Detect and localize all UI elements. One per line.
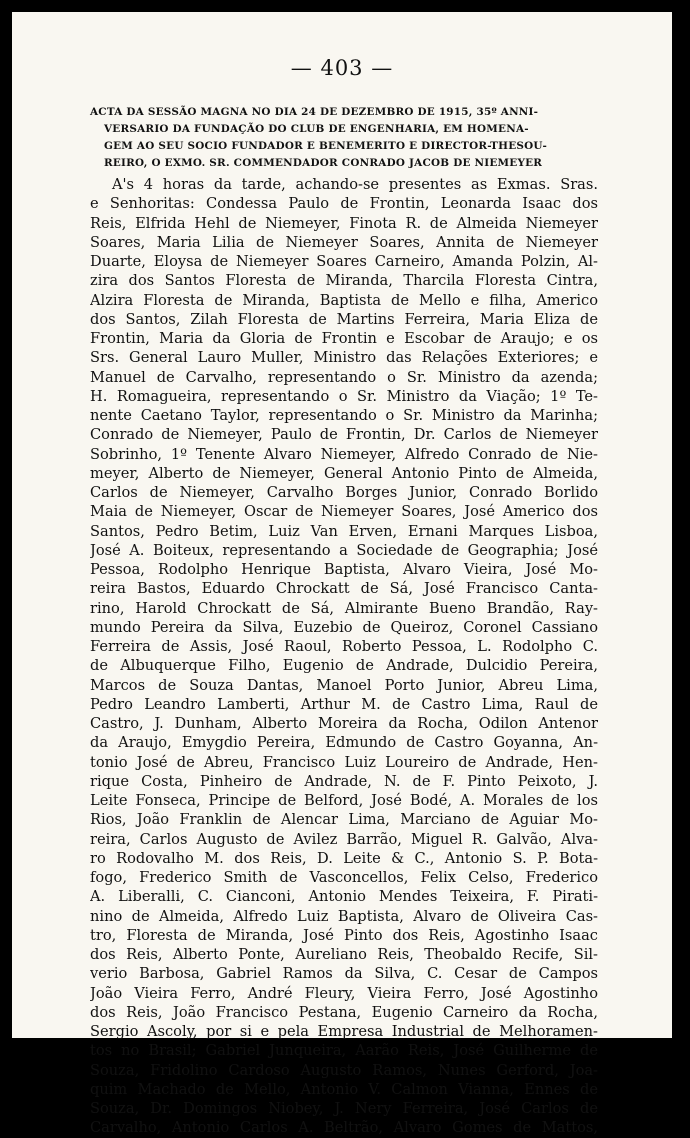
body-line: Alzira Floresta de Miranda, Baptista de Mello e filha, Americo bbox=[90, 291, 598, 309]
body-line: A. Liberalli, C. Cianconi, Antonio Mendes Teixeira, F. Pirati- bbox=[90, 888, 598, 906]
body-line: Maia de Niemeyer, Oscar de Niemeyer Soares, José Americo dos bbox=[90, 503, 598, 521]
body-line: rique Costa, Pinheiro de Andrade, N. de F. Pinto Peixoto, J. bbox=[90, 772, 598, 790]
body-line: Reis, Elfrida Hehl de Niemeyer, Finota R. de Almeida Niemeyer bbox=[90, 214, 598, 232]
body-line: nente Caetano Taylor, representando o Sr. Ministro da Marinha; bbox=[90, 407, 598, 424]
heading-line: GEM AO SEU SOCIO FUNDADOR E BENEMERITO E DIRECTOR-THESOU- bbox=[104, 140, 548, 152]
body-line: H. Romagueira, representando o Sr. Ministro da Viação; 1º Te- bbox=[90, 387, 598, 405]
body-line: Pessoa, Rodolpho Henrique Baptista, Alvaro Vieira, José Mo- bbox=[90, 561, 598, 578]
body-line: Marcos de Souza Dantas, Manoel Porto Junior, Abreu Lima, bbox=[90, 676, 598, 694]
body-line: ro Rodovalho M. dos Reis, D. Leite & C., Antonio S. P. Bota- bbox=[90, 849, 598, 867]
document-page bbox=[12, 12, 672, 1137]
body-line: Carvalho, Antonio Carlos A. Beltrão, Alvaro Gomes de Mattos, bbox=[90, 1119, 598, 1137]
body-line: dos Santos, Zilah Floresta de Martins Ferreira, Maria Eliza de bbox=[90, 310, 598, 328]
body-line: José A. Boiteux, representando a Sociedade de Geographia; José bbox=[90, 541, 598, 559]
heading-line: VERSARIO DA FUNDAÇÃO DO CLUB DE ENGENHARIA, EM HOMENA- bbox=[104, 123, 529, 135]
body-line: verio Barbosa, Gabriel Ramos da Silva, C. Cesar de Campos bbox=[90, 965, 598, 983]
body-line: Castro, J. Dunham, Alberto Moreira da Rocha, Odilon Antenor bbox=[90, 715, 598, 732]
body-line: zira dos Santos Floresta de Miranda, Tharcila Floresta Cintra, bbox=[90, 272, 598, 290]
body-line: rino, Harold Chrockatt de Sá, Almirante Bueno Brandão, Ray- bbox=[90, 599, 598, 617]
body-line: Leite Fonseca, Principe de Belford, José Bodé, A. Morales de los bbox=[90, 792, 598, 809]
minutes-heading bbox=[90, 104, 598, 172]
body-line: de Albuquerque Filho, Eugenio de Andrade, Dulcidio Pereira, bbox=[90, 657, 598, 675]
minutes-body-text bbox=[90, 175, 598, 1138]
body-line: quim Machado de Mello, Antonio V. Calmon Vianna, Ennes de bbox=[90, 1080, 598, 1098]
body-line: Souza, Fridolino Cardoso Augusto Ramos, Nunes Gerford, Joa- bbox=[90, 1061, 598, 1079]
body-line: Souza, Dr. Domingos Niobey, J. Nery Ferreira, José Carlos de bbox=[90, 1100, 598, 1117]
body-line: Duarte, Eloysa de Niemeyer Soares Carneiro, Amanda Polzin, Al- bbox=[90, 253, 598, 270]
body-line: João Vieira Ferro, André Fleury, Vieira Ferro, José Agostinho bbox=[90, 984, 598, 1002]
body-line: tos no Brasil; Gabriel Junqueira, Aarão Reis, José Guilherme de bbox=[90, 1042, 598, 1060]
body-line: Rios, João Franklin de Alencar Lima, Marciano de Aguiar Mo- bbox=[90, 811, 598, 829]
body-line: Santos, Pedro Betim, Luiz Van Erven, Ernani Marques Lisboa, bbox=[90, 522, 598, 540]
body-line: e Senhoritas: Condessa Paulo de Frontin, Leonarda Isaac dos bbox=[90, 195, 598, 213]
body-line: tonio José de Abreu, Francisco Luiz Loureiro de Andrade, Hen- bbox=[90, 753, 598, 771]
body-line: Sobrinho, 1º Tenente Alvaro Niemeyer, Alfredo Conrado de Nie- bbox=[90, 445, 598, 463]
body-line: A's 4 horas da tarde, achando-se presentes as Exmas. Sras. bbox=[112, 176, 598, 193]
body-line: dos Reis, João Francisco Pestana, Eugenio Carneiro da Rocha, bbox=[90, 1003, 598, 1021]
body-line: tro, Floresta de Miranda, José Pinto dos Reis, Agostinho Isaac bbox=[90, 926, 598, 944]
body-line: reira, Carlos Augusto de Avilez Barrão, Miguel R. Galvão, Alva- bbox=[90, 830, 598, 848]
body-line: da Araujo, Emygdio Pereira, Edmundo de Castro Goyanna, An- bbox=[90, 734, 598, 752]
body-line: Manuel de Carvalho, representando o Sr. Ministro da azenda; bbox=[90, 368, 598, 386]
body-line: Srs. General Lauro Muller, Ministro das Relações Exteriores; e bbox=[90, 349, 598, 367]
heading-line: ACTA DA SESSÃO MAGNA NO DIA 24 DE DEZEMBRO DE 1915, 35º ANNI- bbox=[90, 106, 539, 118]
heading-line: REIRO, O EXMO. SR. COMMENDADOR CONRADO JACOB DE NIEMEYER bbox=[104, 157, 543, 169]
body-line: fogo, Frederico Smith de Vasconcellos, Felix Celso, Frederico bbox=[90, 869, 598, 886]
body-line: meyer, Alberto de Niemeyer, General Antonio Pinto de Almeida, bbox=[90, 464, 598, 482]
body-line: mundo Pereira da Silva, Euzebio de Queiroz, Coronel Cassiano bbox=[90, 618, 598, 636]
body-line: dos Reis, Alberto Ponte, Aureliano Reis, Theobaldo Recife, Sil- bbox=[90, 946, 598, 963]
body-line: reira Bastos, Eduardo Chrockatt de Sá, José Francisco Canta- bbox=[90, 580, 598, 598]
body-line: Carlos de Niemeyer, Carvalho Borges Junior, Conrado Borlido bbox=[90, 484, 598, 501]
body-line: Conrado de Niemeyer, Paulo de Frontin, Dr. Carlos de Niemeyer bbox=[90, 426, 598, 444]
body-line: Frontin, Maria da Gloria de Frontin e Escobar de Araujo; e os bbox=[90, 330, 598, 347]
page-number: — 403 — bbox=[290, 56, 394, 80]
body-line: Soares, Maria Lilia de Niemeyer Soares, Annita de Niemeyer bbox=[90, 233, 598, 251]
body-line: nino de Almeida, Alfredo Luiz Baptista, Alvaro de Oliveira Cas- bbox=[90, 907, 598, 925]
body-line: Sergio Ascoly, por si e pela Empresa Industrial de Melhoramen- bbox=[90, 1023, 598, 1040]
body-line: Pedro Leandro Lamberti, Arthur M. de Castro Lima, Raul de bbox=[90, 695, 598, 713]
body-line: Ferreira de Assis, José Raoul, Roberto Pessoa, L. Rodolpho C. bbox=[90, 638, 598, 655]
